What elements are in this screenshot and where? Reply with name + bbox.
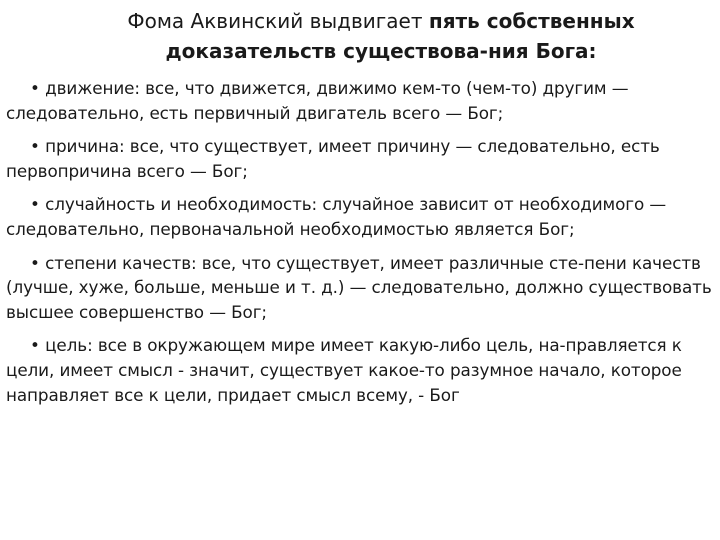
proof-degrees (6, 251, 716, 325)
title-bold-text: пять собственных доказательств существова-ния Бога: (165, 9, 635, 63)
proof-text: случайность и необходимость: случайное зависит от необходимого — следовательно, первоначальной необходимостью является Бог; (6, 194, 667, 239)
title-normal-text: Фома Аквинский выдвигает (127, 9, 429, 33)
bullet-icon: • (30, 136, 40, 157)
proof-contingency (6, 192, 716, 241)
proof-text: цель: все в окружающем мире имеет какую-либо цель, на-правляется к цели, имеет смысл - значит, существует какое-то разумное начало, которое направляет все к цели, придает смысл всему, - Бог (6, 335, 682, 405)
bullet-icon: • (30, 194, 40, 215)
bullet-icon: • (30, 335, 40, 356)
proofs-list (6, 76, 716, 407)
proof-cause (6, 134, 716, 183)
proof-motion (6, 76, 716, 125)
bullet-icon: • (30, 78, 40, 98)
bullet-icon: • (30, 252, 40, 273)
proof-text: степени качеств: все, что существует, имеет различные сте-пени качеств (лучше, хуже, больше, меньше и т. д.) — следовательно, должно существовать высшее совершенство — Бог; (6, 252, 712, 322)
proof-text: причина: все, что существует, имеет причину — следовательно, есть первопричина всего — Бог; (6, 136, 660, 181)
proof-purpose (6, 333, 716, 407)
proof-text: движение: все, что движется, движимо кем-то (чем-то) другим — следовательно, есть первичный двигатель всего — Бог; (6, 78, 629, 123)
slide-title (6, 6, 716, 66)
